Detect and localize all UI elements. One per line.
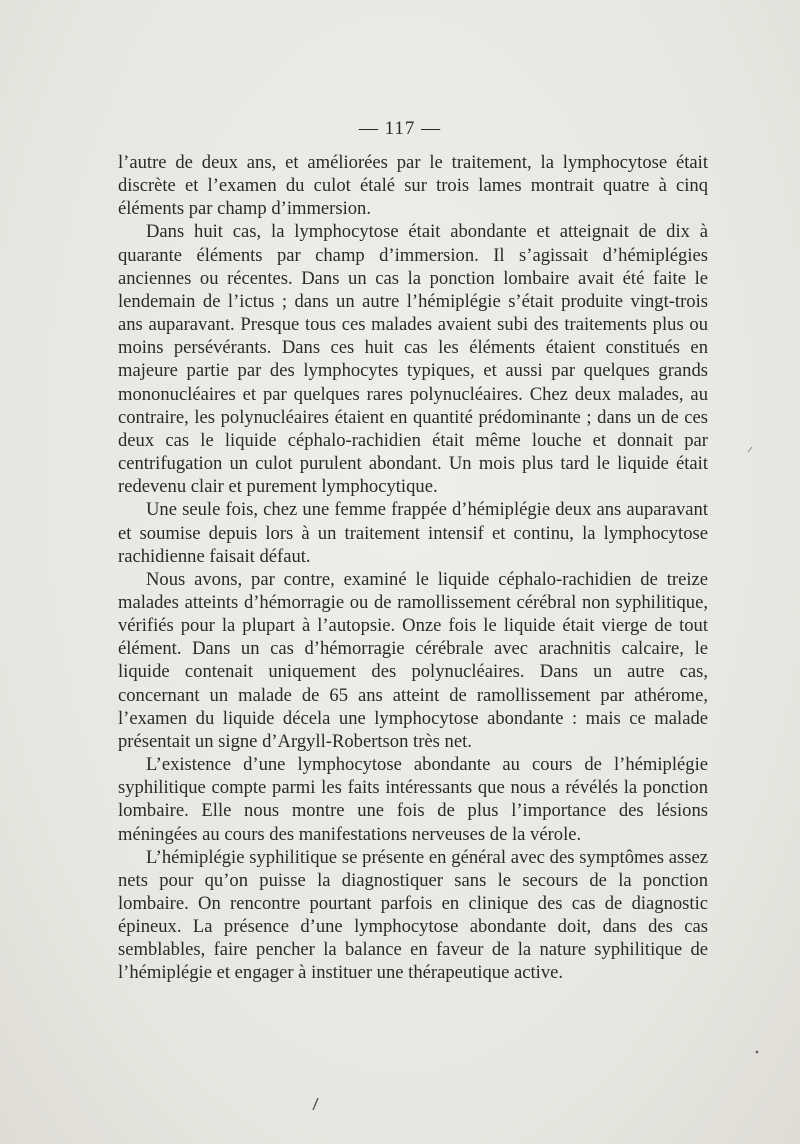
paragraph: l’autre de deux ans, et améliorées par le traitement, la lymphocytose était discrète et l’examen du culot étalé sur trois lames montrait quatre à cinq éléments par champ d’immersion. xyxy=(118,152,708,220)
paragraph: Dans huit cas, la lymphocytose était abondante et atteignait de dix à quarante éléments par champ d’immersion. Il s’agissait d’hémiplégies anciennes ou récentes. Dans un cas la ponction lombaire avait été faite le lendemain de l’ictus ; dans un autre l’hémiplégie s’était produite vingt-trois ans auparavant. Presque tous ces malades avaient subi des traitements plus ou moins persévérants. Dans ces huit cas les éléments étaient constitués en majeure partie par des lymphocytes typiques, et aussi par quelques grands mononucléaires et par quelques rares polynucléaires. Chez deux malades, au contraire, les polynucléaires étaient en quantité prédominante ; dans un de ces deux cas le liquide céphalo-rachidien était même louche et donnait par centrifugation un culot purulent abondant. Un mois plus tard le liquide était redevenu clair et purement lymphocytique. xyxy=(118,221,708,498)
body-text xyxy=(118,151,708,985)
paragraph: Nous avons, par contre, examiné le liquide céphalo-rachidien de treize malades atteints d’hémorragie ou de ramollissement cérébral non syphilitique, vérifiés pour la plupart à l’autopsie. Onze fois le liquide était vierge de tout élément. Dans un cas d’hémorragie cérébrale avec arachnitis calcaire, le liquide contenait uniquement des polynucléaires. Dans un autre cas, concernant un malade de 65 ans atteint de ramollissement par athérome, l’examen du liquide décela une lymphocytose abondante : mais ce malade présentait un signe d’Argyll-Robertson très net. xyxy=(118,568,708,752)
paragraph: L’hémiplégie syphilitique se présente en général avec des symptômes assez nets pour qu’on puisse la diagnostiquer sans le secours de la ponction lombaire. On rencontre pourtant parfois en clinique des cas de diagnostic épineux. La présence d’une lymphocytose abondante doit, dans des cas semblables, faire pencher la balance en faveur de la nature syphilitique de l’hémiplégie et engager à instituer une thérapeutique active. xyxy=(118,846,708,984)
paragraph: Une seule fois, chez une femme frappée d’hémiplégie deux ans auparavant et soumise depuis lors à un traitement intensif et continu, la lymphocytose rachidienne faisait défaut. xyxy=(118,499,708,567)
paragraph: L’existence d’une lymphocytose abondante au cours de l’hémiplégie syphilitique compte parmi les faits intéressants que nous a révélés la ponction lombaire. Elle nous montre une fois de plus l’importance des lésions méningées au cours des manifestations nerveuses de la vérole. xyxy=(118,754,708,845)
page-number: — 117 — xyxy=(358,118,442,139)
